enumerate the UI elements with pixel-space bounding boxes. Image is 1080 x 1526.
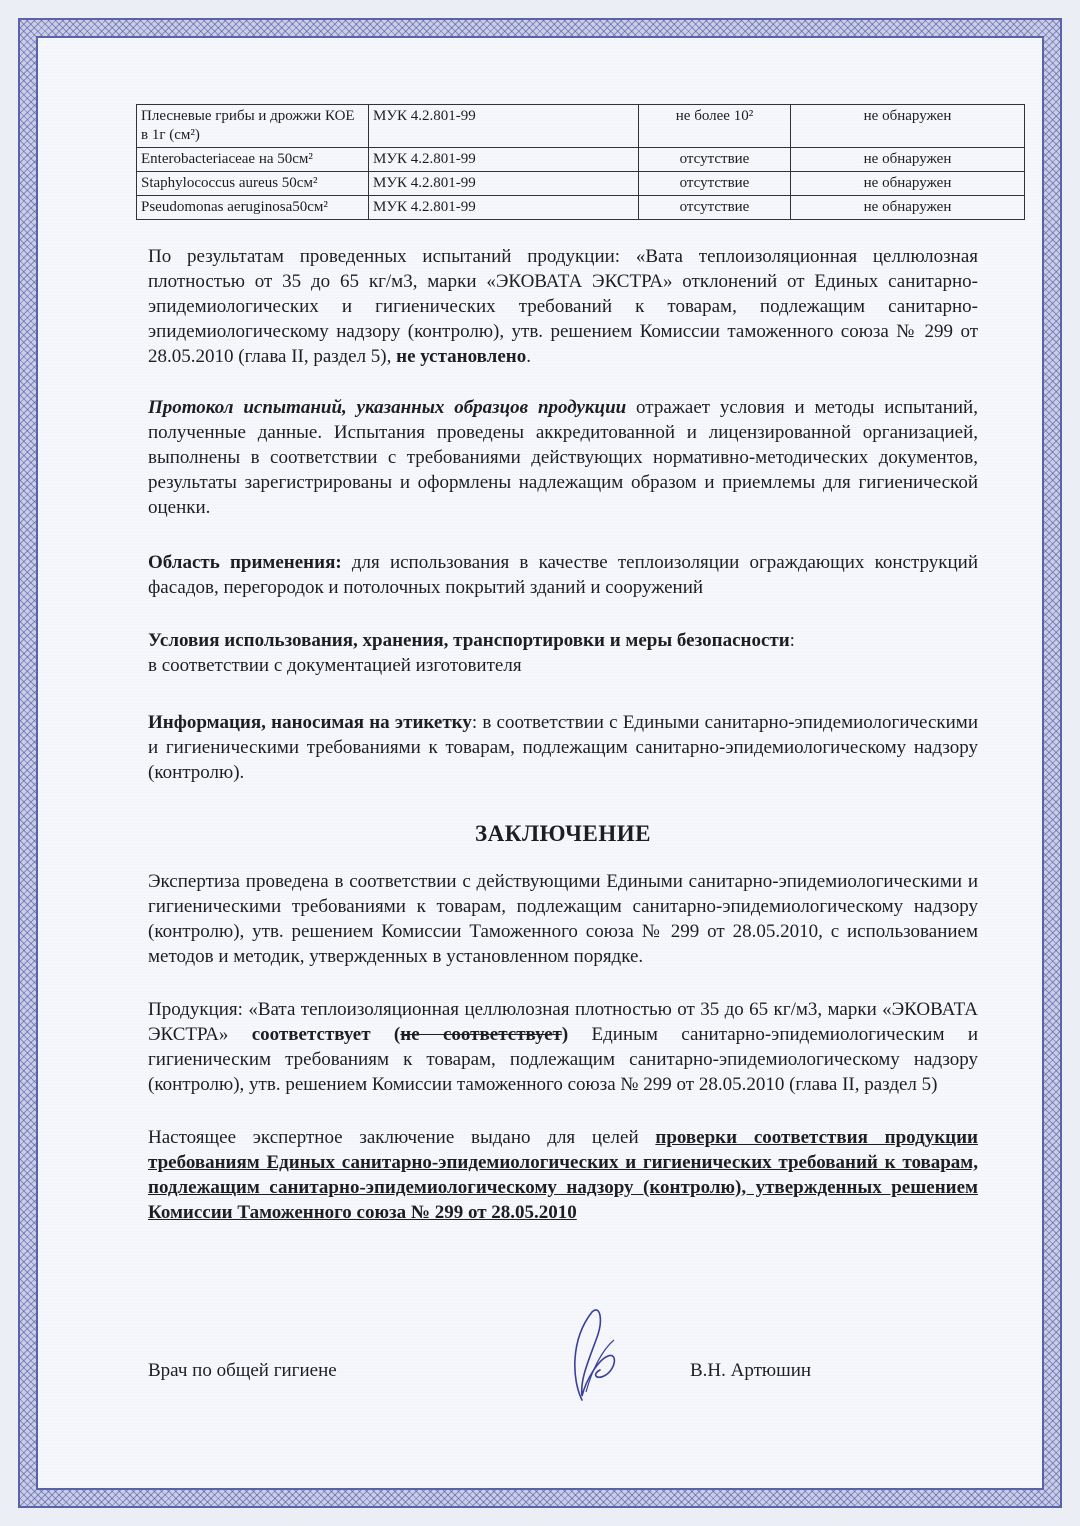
- table-cell-result: не обнаружен: [791, 172, 1025, 196]
- purpose-paragraph: Настоящее экспертное заключение выдано для целей проверки соответствия продукции требованиям Единых санитарно-эпидемиологических и гигиенических требований к товарам, подлежащим санитарно-эпидемиологическому надзору (контролю), утвержденных решением Комиссии Таможенного союза № 299 от 28.05.2010: [148, 1127, 978, 1223]
- usage-conditions-paragraph: Условия использования, хранения, транспортировки и меры безопасности: в соответствии с документацией изготовителя: [148, 630, 795, 676]
- signature-row: [148, 1360, 978, 1400]
- table-row: [137, 172, 1025, 196]
- results-table: [136, 104, 1025, 220]
- document-content: [141, 104, 978, 1225]
- table-cell-method: МУК 4.2.801-99: [369, 172, 639, 196]
- table-cell-norm: не более 10²: [639, 105, 791, 148]
- table-cell-norm: отсутствие: [639, 172, 791, 196]
- table-row: [137, 105, 1025, 148]
- conclusion-heading: ЗАКЛЮЧЕНИЕ: [475, 821, 651, 846]
- signatory-position: Врач по общей гигиене: [148, 1360, 337, 1381]
- label-info-paragraph: Информация, наносимая на этикетку: в соответствии с Едиными санитарно-эпидемиологическими и гигиеническими требованиями к товарам, подлежащим санитарно-эпидемиологическому надзору (контролю).: [148, 712, 978, 783]
- table-row: [137, 196, 1025, 220]
- compliance-paragraph: Продукция: «Вата теплоизоляционная целлюлозная плотностью от 35 до 65 кг/м3, марки «ЭКОВАТА ЭКСТРА» соответствует (не соответствует) Единым санитарно-эпидемиологическим и гигиеническим требованиям к товарам, подлежащим санитарно-эпидемиологическому надзору (контролю), утв. решением Комиссии таможенного союза № 299 от 28.05.2010 (глава II, раздел 5): [148, 999, 978, 1095]
- table-cell-name: Staphylococcus aureus 50см²: [137, 172, 369, 196]
- table-row: [137, 148, 1025, 172]
- table-cell-name: Плесневые грибы и дрожжи КОЕ в 1г (см²): [137, 105, 369, 148]
- table-cell-method: МУК 4.2.801-99: [369, 196, 639, 220]
- table-cell-result: не обнаружен: [791, 105, 1025, 148]
- table-cell-name: Pseudomonas aeruginosa50см²: [137, 196, 369, 220]
- table-cell-norm: отсутствие: [639, 196, 791, 220]
- table-cell-result: не обнаружен: [791, 196, 1025, 220]
- signatory-name: В.Н. Артюшин: [690, 1360, 812, 1381]
- test-results-paragraph: По результатам проведенных испытаний продукции: «Вата теплоизоляционная целлюлозная плотностью от 35 до 65 кг/м3, марки «ЭКОВАТА ЭКСТРА» отклонений от Единых санитарно-эпидемиологических и гигиенических требований к товарам, подлежащим санитарно-эпидемиологическому надзору (контролю), утв. решением Комиссии таможенного союза № 299 от 28.05.2010 (глава II, раздел 5), не установлено.: [148, 246, 978, 367]
- application-scope-paragraph: Область применения: для использования в качестве теплоизоляции ограждающих конструкций фасадов, перегородок и потолочных покрытий зданий и сооружений: [148, 552, 978, 598]
- protocol-paragraph: Протокол испытаний, указанных образцов продукции отражает условия и методы испытаний, полученные данные. Испытания проведены аккредитованной и лицензированной организацией, выполнены в соответствии с требованиями действующих нормативно-методических документов, результаты зарегистрированы и оформлены надлежащим образом и приемлемы для гигиенической оценки.: [148, 397, 978, 518]
- table-cell-norm: отсутствие: [639, 148, 791, 172]
- table-cell-name: Enterobacteriaceae на 50см²: [137, 148, 369, 172]
- table-cell-method: МУК 4.2.801-99: [369, 148, 639, 172]
- table-cell-method: МУК 4.2.801-99: [369, 105, 639, 148]
- table-cell-result: не обнаружен: [791, 148, 1025, 172]
- expertise-paragraph: Экспертиза проведена в соответствии с действующими Едиными санитарно-эпидемиологическими и гигиеническими требованиями к товарам, подлежащим санитарно-эпидемиологическому надзору (контролю), утв. решением Комиссии Таможенного союза № 299 от 28.05.2010, с использованием методов и методик, утвержденных в установленном порядке.: [148, 871, 978, 967]
